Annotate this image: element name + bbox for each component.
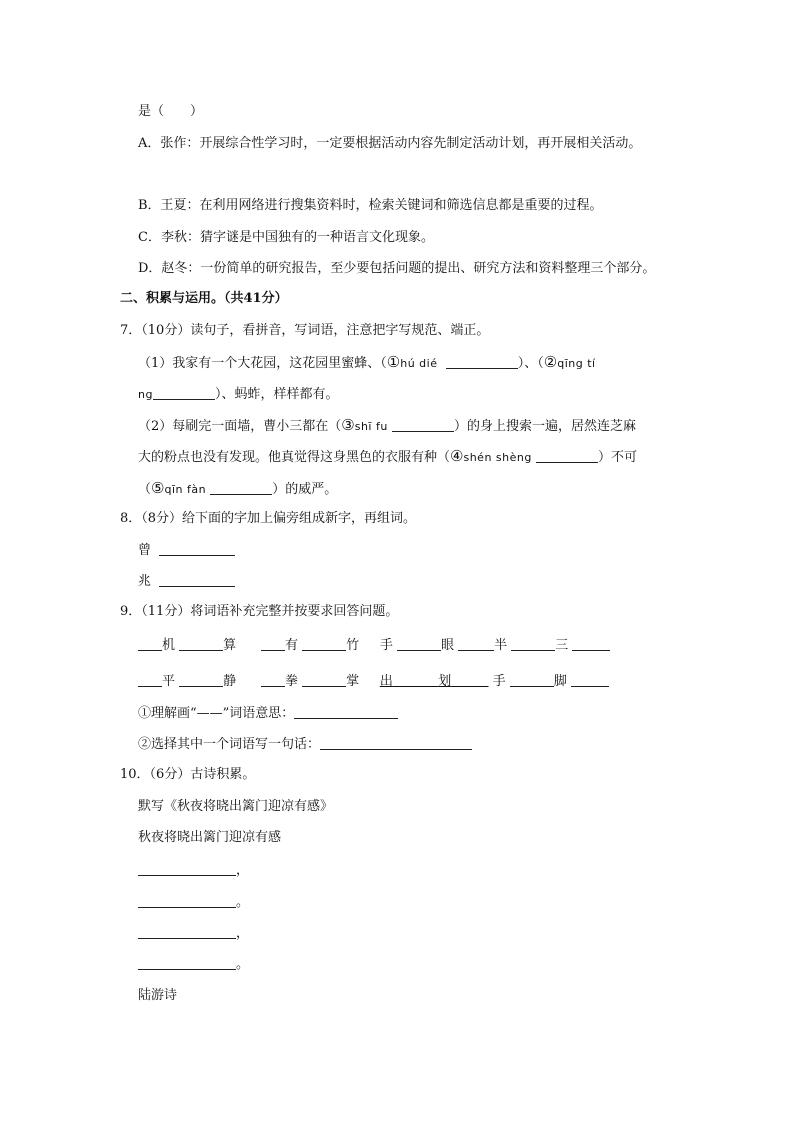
q9-underlined-idiom [380,674,489,689]
q10-stem: 10．（6分）古诗积累。 [120,767,256,782]
q6-continuation: 是（ ） [138,104,204,119]
q7-s1-text-b: ）、（ [517,356,544,371]
poem-line-4 [138,955,249,974]
poem-author: 陆游诗 [138,988,178,1003]
answer-blank-5[interactable] [210,480,272,495]
q9-ask-1 [138,704,398,723]
pinyin-2b: ng [138,388,153,401]
q9-blank[interactable] [397,636,441,651]
poem-blank-1[interactable] [138,861,236,876]
circled-number-5: ⑤ [151,479,165,497]
q9-ask-2 [138,735,472,754]
q9-char: 平 [162,674,176,689]
q9-char: 脚 [553,674,567,689]
circled-number-1: ① [386,353,401,371]
q9-blank[interactable] [302,636,346,651]
q8-item-1 [138,541,235,560]
poem-line-1 [138,861,249,880]
circled-number-4: ④ [450,447,464,465]
q9-row-2 [138,672,609,691]
q7-s2-text-f: ）的威严。 [272,482,338,497]
q9-blank[interactable] [261,672,285,687]
answer-blank-4[interactable] [536,448,598,463]
q9-char: 静 [223,674,237,689]
q9-char: 掌 [346,674,360,689]
q9-blank[interactable] [179,672,223,687]
q9-blank[interactable] [261,636,285,651]
q7-sentence-1 [138,353,596,373]
poem-blank-4[interactable] [138,955,236,970]
q7-s2-text-c: 大的粉点也没有发现。他真觉得这身黑色的衣服有种（ [138,450,451,465]
q6-option-b: B．王夏：在利用网络进行搜集资料时，检索关键词和筛选信息都是重要的过程。 [138,198,603,213]
q10-poem-title: 秋夜将晓出篱门迎凉有感 [138,830,282,845]
q7-s1-text-c: ）、蚂蚱，样样都有。 [214,387,339,402]
poem-punct-4: 。 [236,957,250,972]
q9-blank[interactable] [179,636,223,651]
poem-blank-3[interactable] [138,924,236,939]
q9-blank[interactable] [511,636,555,651]
q9-stem: 9．（11分）将词语补充完整并按要求回答问题。 [120,604,399,619]
q9-answer-blank-1[interactable] [294,704,398,719]
poem-blank-2[interactable] [138,893,236,908]
q9-char: 半 [494,638,508,653]
poem-punct-3: ， [236,926,250,941]
q7-s1-text-a: （1）我家有一个大花园，这花园里蜜蜂、（ [138,356,387,371]
q9-blank[interactable] [572,636,610,651]
q7-sentence-2 [138,416,636,436]
answer-blank-2[interactable] [153,385,215,400]
q6-option-d: D．赵冬：一份简单的研究报告，至少要包括问题的提出、研究方法和资料整理三个部分。 [138,261,656,276]
pinyin-2a: qīng tí [557,357,596,370]
q9-char: 拳 [284,674,298,689]
q9-ask-1-text: ①理解画“——”词语意思： [138,706,295,721]
q9-char: 有 [284,638,298,653]
q9-blank[interactable] [138,636,162,651]
q9-char: 眼 [440,638,454,653]
q8-char-2: 兆 [138,574,152,589]
section-2-title: 二、积累与运用。（共41分） [120,291,288,306]
q9-blank[interactable] [458,636,494,651]
poem-punct-1: ， [236,863,250,878]
q9-char: 算 [223,638,237,653]
circled-number-2: ② [543,353,558,371]
q7-s2-text-e: （ [138,482,152,497]
answer-blank-1[interactable] [446,354,518,369]
q10-instruction: 默写《秋夜将晓出篱门迎凉有感》 [138,799,334,814]
q7-sentence-2-end [138,479,337,499]
pinyin-1: hú dié [400,357,438,370]
pinyin-4: shén shèng [463,451,532,464]
q9-char: 手 [379,638,393,653]
q7-s2-text-b: ）的身上搜索一遍，居然连芝麻 [453,419,636,434]
q8-char-1: 曾 [138,543,152,558]
q9-ask-2-text: ②选择其中一个词语写一句话： [138,737,321,752]
q9-blank[interactable] [510,672,554,687]
q8-blank-1[interactable] [159,541,235,556]
pinyin-3: shī fu [354,420,388,433]
q9-char: 手 [492,674,506,689]
q7-stem: 7．（10分）读句子，看拼音，写词语，注意把字写规范、端正。 [120,323,490,338]
q8-blank-2[interactable] [159,572,235,587]
q9-char: 机 [162,638,176,653]
q9-blank[interactable] [138,672,162,687]
q9-blank[interactable] [571,672,609,687]
q7-s2-text-d: ）不可 [597,450,637,465]
q9-char: 三 [555,638,569,653]
q7-sentence-1-cont [138,385,338,404]
q6-option-c: C．李秋：猜字谜是中国独有的一种语言文化现象。 [138,230,434,245]
q6-option-a: A．张作：开展综合性学习时，一定要根据活动内容先制定活动计划，再开展相关活动。 [138,136,642,151]
q9-char: 出 [379,674,393,689]
q7-s2-text-a: （2）每刷完一面墙，曹小三都在（ [138,419,342,434]
q9-answer-blank-2[interactable] [320,735,472,750]
poem-line-3 [138,924,249,943]
q9-row-1 [138,636,610,655]
q9-char: 竹 [346,638,360,653]
circled-number-3: ③ [341,416,355,434]
q9-char: 划 [438,674,452,689]
q9-blank[interactable] [302,672,346,687]
q8-item-2 [138,572,235,591]
poem-punct-2: 。 [236,895,250,910]
answer-blank-3[interactable] [392,417,454,432]
poem-line-2 [138,893,249,912]
q8-stem: 8．（8分）给下面的字加上偏旁组成新字，再组词。 [120,511,417,526]
q7-sentence-2-cont [138,447,637,467]
pinyin-5: qīn fàn [164,483,207,496]
